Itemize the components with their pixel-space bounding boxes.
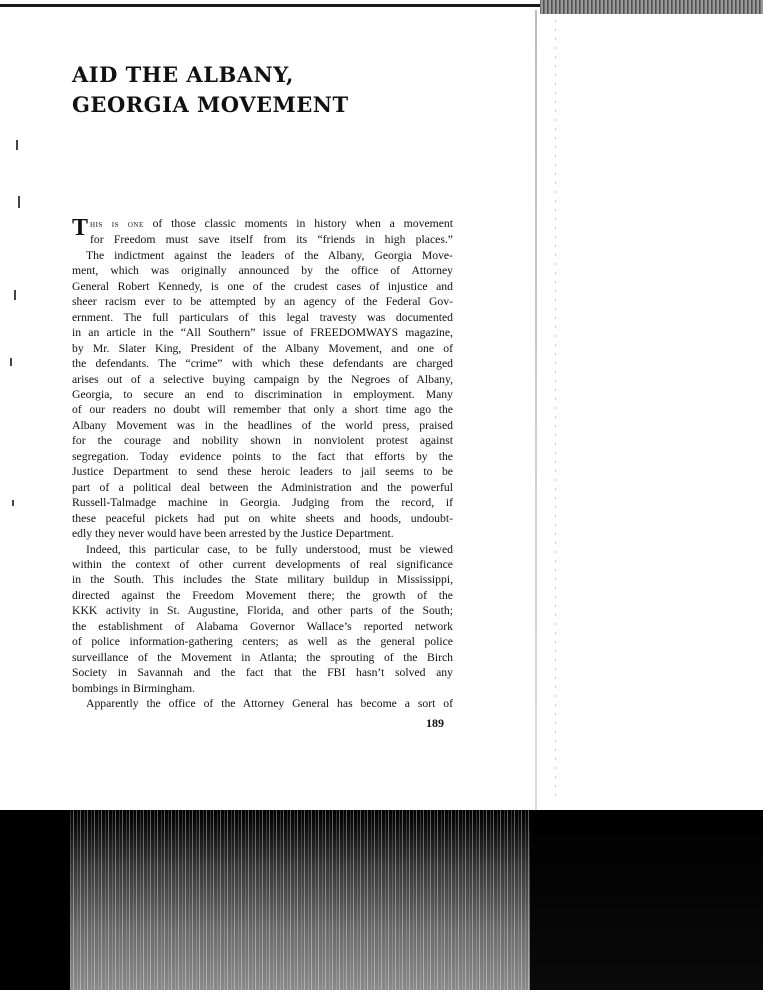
article-line: for the courage and nobility shown in nonviolent protest against [72,434,453,448]
article-line: the defendants. The “crime” with which these defendants are charged [72,357,453,371]
article-line: surveillance of the Movement in Atlanta; the sprouting of the Birch [72,650,453,664]
article-line: directed against the Freedom Movement there; the growth of the [72,588,453,602]
article-body [72,216,453,712]
article-line: within the context of other current developments of real significance [72,557,453,571]
scan-mark [14,290,16,300]
article-line: bombings in Birmingham. [72,681,196,695]
drop-cap: T [72,215,89,241]
article-line: ment, which was originally announced by the office of Attorney [72,264,453,278]
opening-small-caps: his is one [90,219,144,230]
scan-noise-bottom [70,810,530,990]
article-line: arises out of a selective buying campaign by the Negroes of Albany, [72,372,453,386]
article-line: ernment. The full particulars of this legal travesty was documented [72,310,453,324]
article-title [72,60,349,120]
article-line: segregation. Today evidence points to the fact that efforts by the [72,449,453,463]
article-line: in an article in the “All Southern” issue of FREEDOMWAYS magazine, [72,326,453,340]
page-number: 189 [426,716,444,730]
article-line: Albany Movement was in the headlines of the world press, praised [72,418,453,432]
article-line: in the South. This includes the State military buildup in Mississippi, [72,573,453,587]
article-line: General Robert Kennedy, is one of the crudest cases of injustice and [72,279,453,293]
article-line: KKK activity in St. Augustine, Florida, and other parts of the South; [72,604,453,618]
article-line: part of a political deal between the Administration and the powerful [72,480,453,494]
article-line: the establishment of Alabama Governor Wallace’s reported network [72,619,453,633]
article-line: Russell-Talmadge machine in Georgia. Judging from the record, if [72,496,453,510]
article-line: Society in Savannah and the fact that the FBI hasn’t solved any [72,666,453,680]
title-line-1: AID THE ALBANY, [72,62,294,87]
scan-shadow-bottom-right [530,810,763,990]
article-line: by Mr. Slater King, President of the Albany Movement, and one of [72,341,453,355]
scan-margin-artifact [555,20,556,800]
title-line-2: GEORGIA MOVEMENT [72,92,349,117]
page-edge [535,10,537,810]
article-line: Apparently the office of the Attorney General has become a sort of [86,697,453,711]
scan-mark [16,140,18,150]
article-line: of police information-gathering centers; as well as the general police [72,635,453,649]
article-line: edly they never would have been arrested by the Justice Department. [72,527,394,541]
scan-mark [18,196,20,208]
scan-noise-top-right [540,0,763,14]
article-line: sheer racism ever to be attempted by an agency of the Federal Gov- [72,295,453,309]
article-line: Indeed, this particular case, to be fully understood, must be viewed [86,542,453,556]
scan-mark [12,500,14,506]
scan-mark [10,358,12,366]
article-line: The indictment against the leaders of the Albany, Georgia Move- [86,248,453,262]
article-line: of our readers no doubt will remember that only a short time ago the [72,403,453,417]
article-line: This is one of those classic moments in history when a movement [72,215,454,241]
article-line: Justice Department to send these heroic leaders to jail seems to be [72,465,453,479]
article-line: these peaceful pickets had put on white sheets and hoods, undoubt- [72,511,453,525]
article-line: Georgia, to secure an end to discrimination in employment. Many [72,387,453,401]
article-line: for Freedom must save itself from its “friends in high places.” [90,233,453,247]
